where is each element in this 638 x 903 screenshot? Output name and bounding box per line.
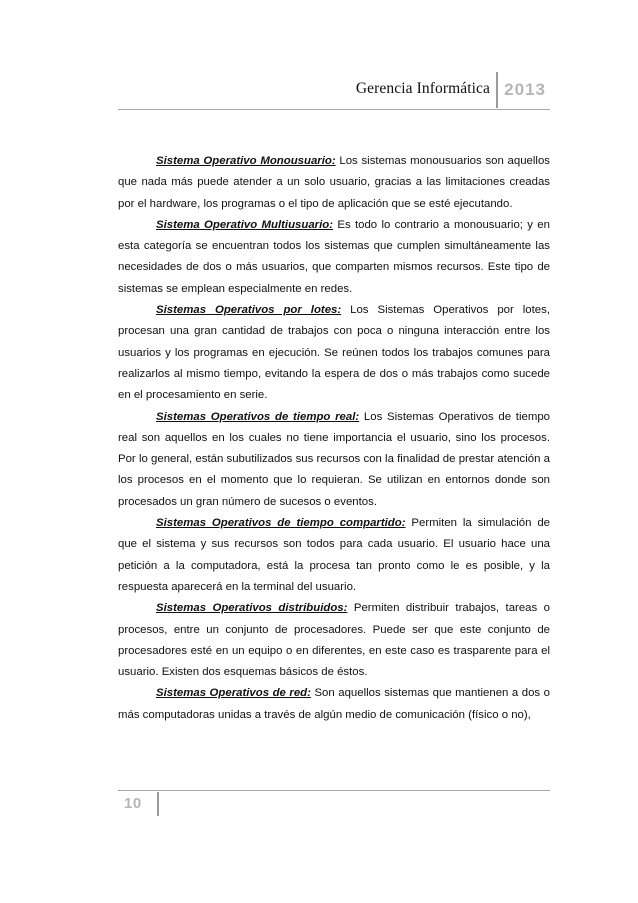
paragraph-monousuario	[118, 151, 550, 215]
paragraph-tiempo-real	[118, 407, 550, 513]
paragraph-text: Los Sistemas Operativos por lotes, procesan una gran cantidad de trabajos con poca o ninguna interacción entre los usuarios y los programas en ejecución. Se reúnen todos los trabajos comunes para realizarlos al mismo tiempo, evitando la espera de dos o más trabajos como sucede en el procesamiento en serie.	[118, 304, 550, 402]
term-tiempo-real: Sistemas Operativos de tiempo real:	[156, 410, 360, 423]
paragraph-text: Son aquellos sistemas que mantienen a dos o más computadoras unidas a través de algún medio de comunicación (físico o no),	[118, 687, 550, 721]
footer-divider	[157, 792, 159, 816]
term-tiempo-compartido: Sistemas Operativos de tiempo compartido:	[156, 517, 406, 530]
paragraph-tiempo-compartido	[118, 513, 550, 598]
header-year: 2013	[504, 80, 546, 99]
paragraph-red	[118, 683, 550, 726]
body-text	[118, 151, 550, 726]
paragraph-multiusuario	[118, 215, 550, 300]
paragraph-lotes	[118, 300, 550, 406]
page-header	[118, 70, 550, 110]
term-distribuidos: Sistemas Operativos distribuidos:	[156, 602, 348, 615]
term-red: Sistemas Operativos de red:	[156, 687, 311, 700]
paragraph-text: Permiten distribuir trabajos, tareas o procesos, entre un conjunto de procesadores. Puede ser que este conjunto de procesadores esté en un equipo o en diferentes, en este caso es trasparente para el usuario. Existen dos esquemas básicos de éstos.	[118, 602, 550, 679]
paragraph-text: Los Sistemas Operativos de tiempo real son aquellos en los cuales no tiene importancia el usuario, sino los procesos. Por lo general, están subutilizados sus recursos con la finalidad de prestar atención a los procesos en el momento que lo requieran. Se utilizan en entornos donde son procesados un gran número de sucesos o eventos.	[118, 410, 550, 508]
footer-rule	[118, 790, 550, 791]
header-title: Gerencia Informática	[355, 80, 490, 97]
paragraph-text: Los sistemas monousuarios son aquellos que nada más puede atender a un solo usuario, gracias a las limitaciones creadas por el hardware, los programas o el tipo de aplicación que se esté ejecutando.	[118, 155, 550, 210]
page-number: 10	[124, 795, 142, 812]
term-lotes: Sistemas Operativos por lotes:	[156, 304, 342, 317]
paragraph-distribuidos	[118, 598, 550, 683]
term-monousuario: Sistema Operativo Monousuario:	[156, 155, 336, 167]
header-divider	[496, 72, 498, 108]
term-multiusuario: Sistema Operativo Multiusuario:	[156, 218, 334, 231]
header-rule	[118, 109, 550, 110]
paragraph-text: Es todo lo contrario a monousuario; y en esta categoría se encuentran todos los sistemas que cumplen simultáneamente las necesidades de dos o más usuarios, que comparten mismos recursos. Este tipo de sistemas se emplean especialmente en redes.	[118, 218, 550, 295]
paragraph-text: Permiten la simulación de que el sistema y sus recursos son todos para cada usuario. El usuario hace una petición a la computadora, está la procesa tan pronto como le es posible, y la respuesta aparecerá en la terminal del usuario.	[118, 517, 550, 593]
